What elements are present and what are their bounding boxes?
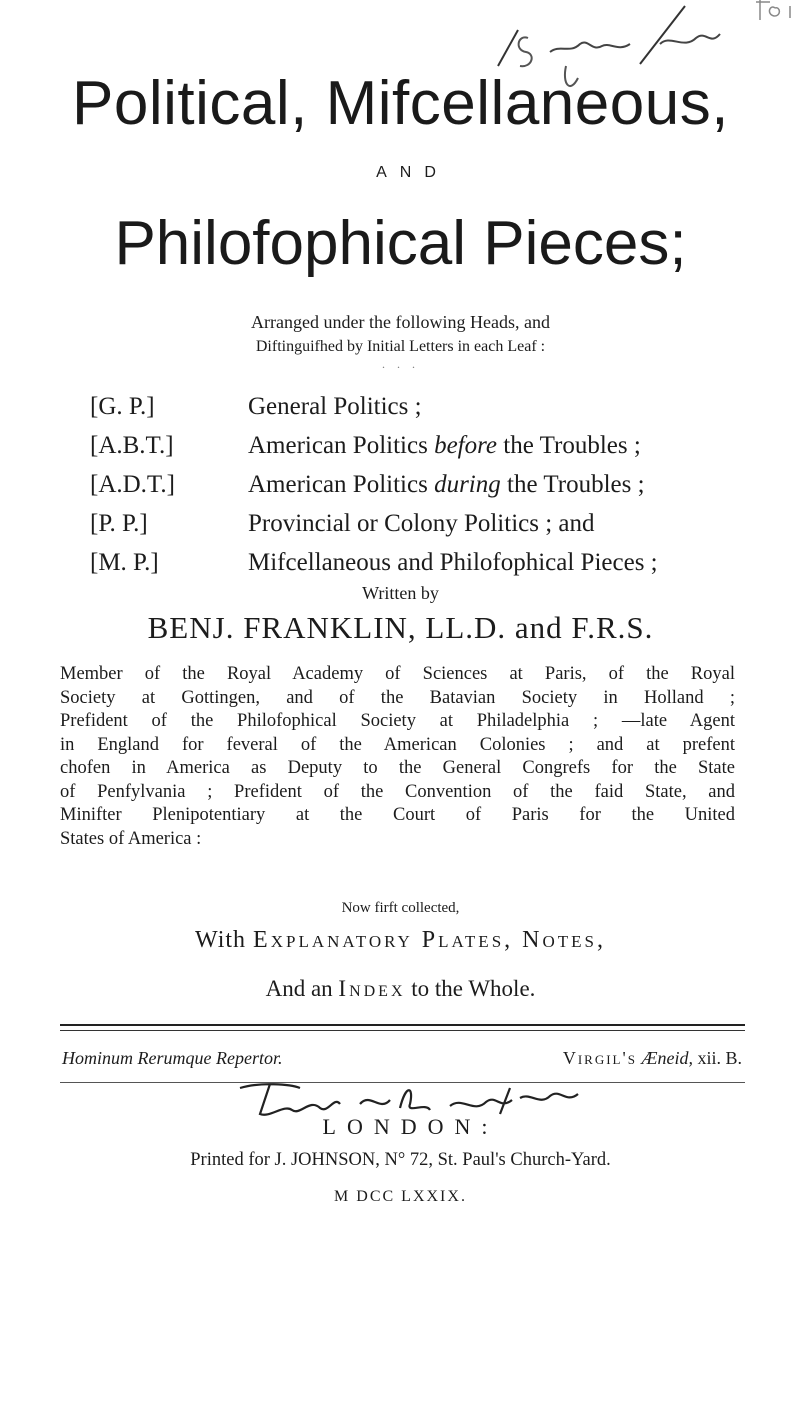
head-item [90,504,658,543]
credentials-line: Member of the Royal Academy of Sciences at Paris, of the Royal [60,664,735,684]
credentials-line: of Penfylvania ; Prefident of the Convention of the faid State, and [60,781,735,802]
credentials-paragraph [60,663,735,851]
author-name: BENJ. FRANKLIN, LL.D. and F.R.S. [147,610,654,645]
credentials-line: Prefident of the Philofophical Society at Philadelphia ; —late Agent [60,711,735,731]
arrangement-line-1: Arranged under the following Heads, and [251,312,550,332]
motto [62,1048,742,1069]
title-connector: AND [376,164,449,181]
heads-list [90,387,658,582]
written-by: Written by [362,583,439,603]
imprint-city: LONDON: [322,1114,499,1139]
double-rule-thick [60,1024,745,1026]
credentials-line: Minifter Plenipotentiary at the Court of Paris for the United [60,805,735,825]
motto-quote: Hominum Rerumque Repertor. [62,1048,283,1068]
head-text: American Politics before the Troubles ; [248,432,641,459]
head-item [90,426,658,465]
head-text: General Politics ; [248,393,422,420]
head-code: [A.D.T.] [90,471,175,498]
head-code: [A.B.T.] [90,432,174,459]
head-item [90,387,658,426]
credentials-line: chofen in America as Deputy to the General Congrefs for the State [60,758,735,778]
head-code: [G. P.] [90,393,155,420]
double-rule-thin [60,1030,745,1031]
index-line: And an Index to the Whole. [265,976,536,1001]
head-code: [P. P.] [90,510,148,537]
ornament: · · · [381,360,420,374]
head-text: Provincial or Colony Politics ; and [248,510,595,537]
title-line-2: Philofophical Pieces; [114,209,687,278]
head-text: American Politics during the Troubles ; [248,471,645,498]
credentials-line: States of America : [60,828,202,849]
motto-source: Virgil's Æneid, xii. B. [562,1048,742,1068]
imprint-year: M DCC LXXIX. [334,1188,467,1205]
head-code: [M. P.] [90,549,159,576]
head-text: Mifcellaneous and Philofophical Pieces ; [248,549,658,576]
head-item [90,543,658,582]
title-line-1: Political, Mifcellaneous, [72,69,729,138]
credentials-line: Society at Gottingen, and of the Batavian Society in Holland ; [60,687,735,708]
head-item [90,465,658,504]
imprint-publisher: Printed for J. JOHNSON, N° 72, St. Paul's Church-Yard. [190,1150,611,1170]
credentials-line: in England for feveral of the American Colonies ; and at prefent [60,734,735,755]
arrangement-line-2: Diftinguifhed by Initial Letters in each Leaf : [255,338,546,355]
contents-line: With Explanatory Plates, Notes, [195,927,606,953]
now-collected: Now firft collected, [341,900,460,916]
